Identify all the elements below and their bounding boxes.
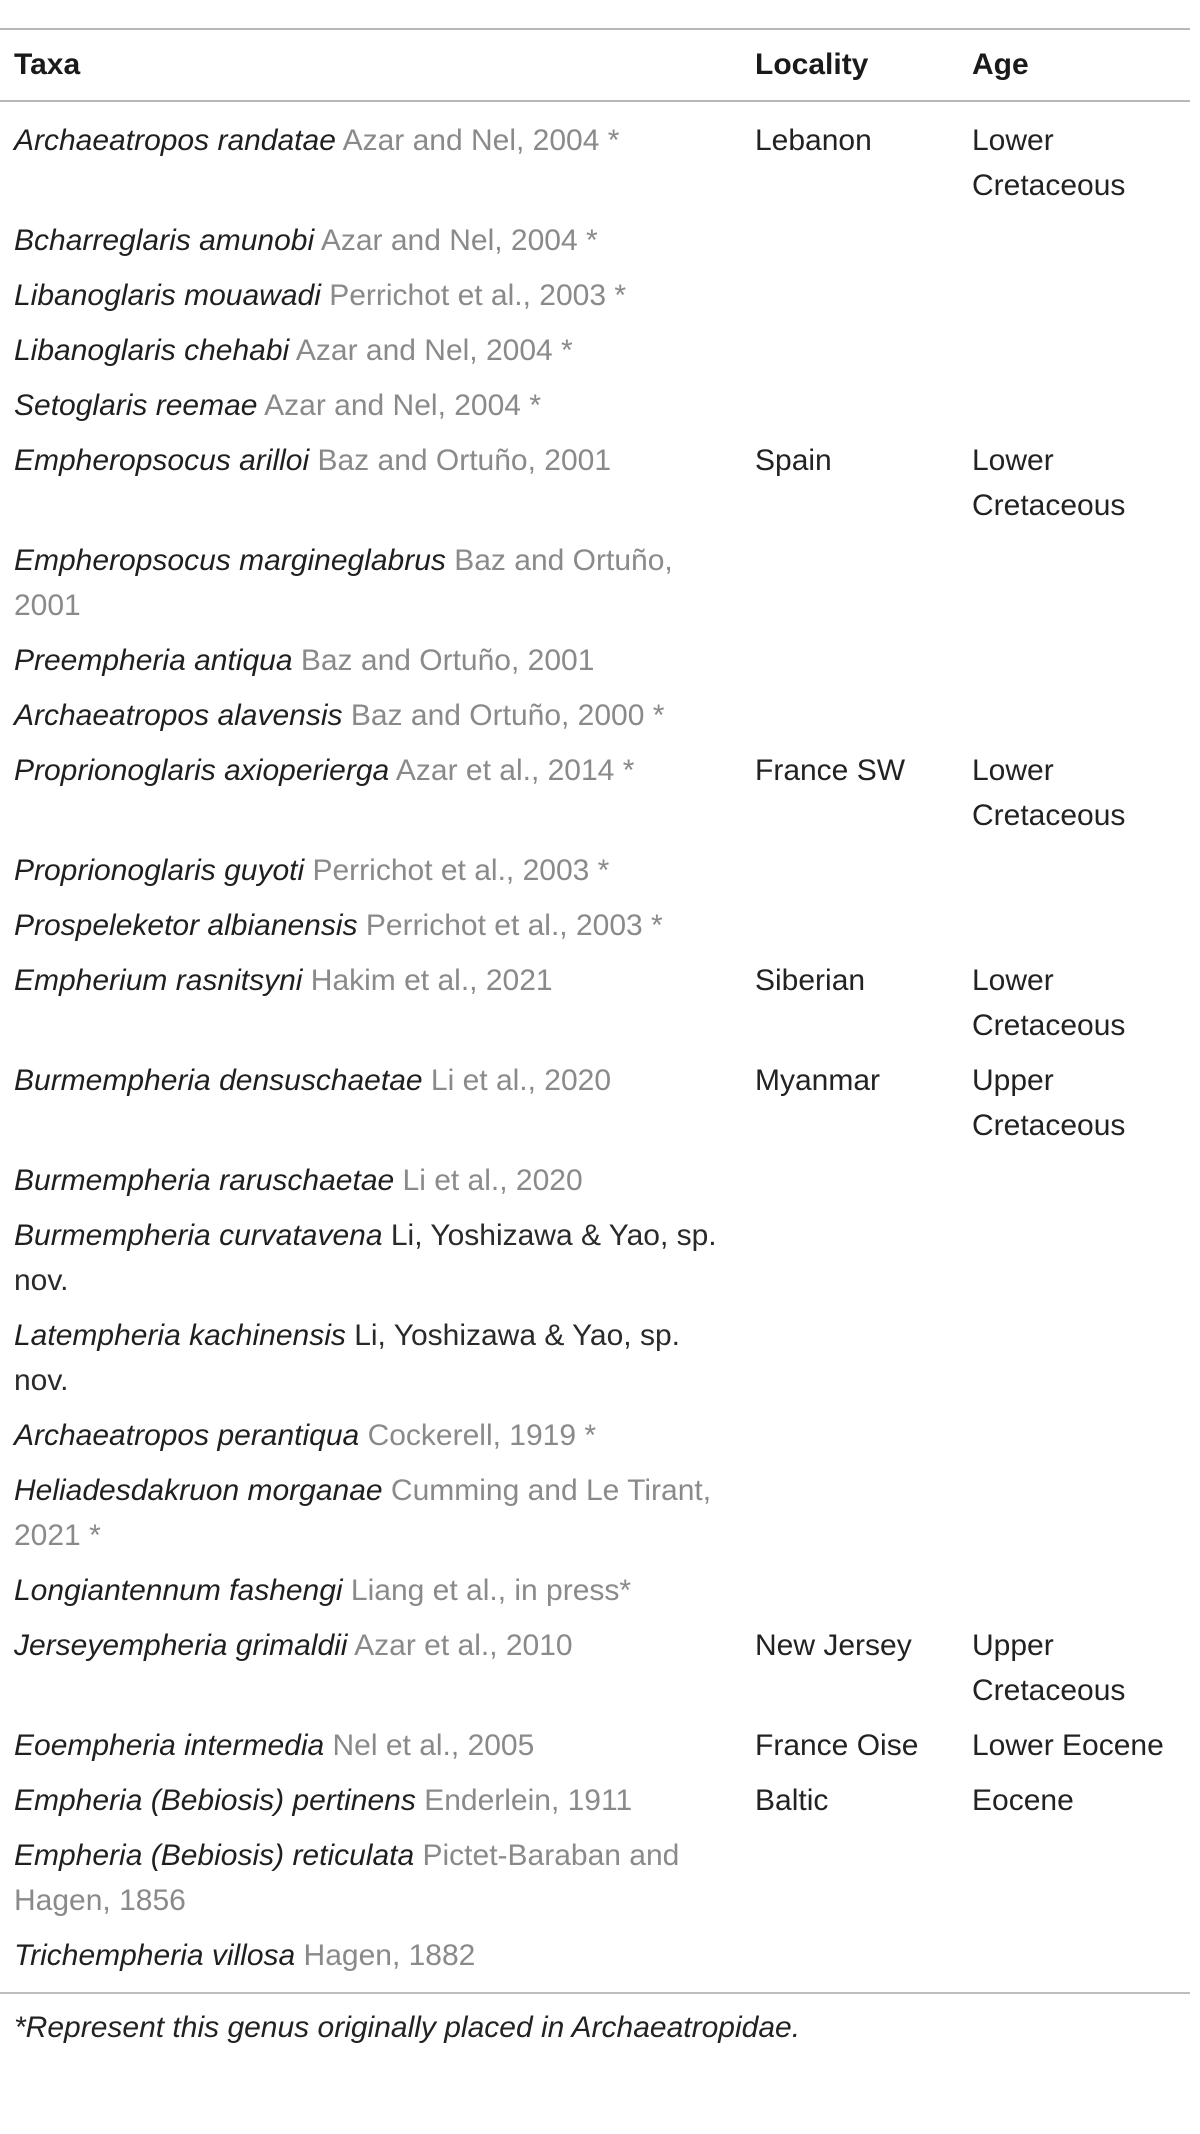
table-row — [0, 1052, 1190, 1152]
locality-cell — [741, 1562, 958, 1617]
age-cell — [958, 532, 1190, 632]
table-row — [0, 1772, 1190, 1827]
species-name: Eoempheria intermedia — [14, 1729, 325, 1762]
taxa-cell — [0, 1772, 741, 1827]
species-name: Proprionoglaris axioperierga — [14, 754, 390, 787]
taxa-cell — [0, 1407, 741, 1462]
table-row — [0, 101, 1190, 212]
species-authority: Baz and Ortuño, 2001 — [14, 544, 673, 622]
species-authority: Hagen, 1882 — [295, 1939, 476, 1972]
header-taxa: Taxa — [14, 48, 81, 81]
species-authority: Hakim et al., 2021 — [302, 964, 553, 997]
age-cell — [958, 842, 1190, 897]
locality-cell — [741, 897, 958, 952]
taxa-cell — [0, 432, 741, 532]
species-authority: Li et al., 2020 — [394, 1164, 583, 1197]
age-cell — [958, 1307, 1190, 1407]
species-name: Setoglaris reemae — [14, 389, 258, 422]
species-authority: Baz and Ortuño, 2000 * — [342, 699, 665, 732]
locality-cell — [741, 1152, 958, 1207]
species-authority: Baz and Ortuño, 2001 — [309, 444, 612, 477]
age-cell: Lower Cretaceous — [972, 964, 1126, 1042]
locality-cell — [741, 267, 958, 322]
species-authority: Pictet-Baraban and Hagen, 1856 — [14, 1839, 680, 1917]
table-row — [0, 632, 1190, 687]
taxa-cell — [0, 1052, 741, 1152]
taxa-cell — [0, 742, 741, 842]
species-name: Burmempheria densuschaetae — [14, 1064, 423, 1097]
taxa-cell — [0, 842, 741, 897]
taxa-cell — [0, 101, 741, 212]
age-cell: Upper Cretaceous — [972, 1064, 1126, 1142]
header-row — [0, 30, 1190, 101]
species-name: Jerseyempheria grimaldii — [14, 1629, 348, 1662]
species-authority: Azar et al., 2014 * — [389, 754, 635, 787]
species-name: Latempheria kachinensis — [14, 1319, 346, 1352]
locality-cell — [741, 687, 958, 742]
locality-cell: Spain — [755, 444, 832, 477]
taxa-cell — [0, 1207, 741, 1307]
age-cell — [958, 1207, 1190, 1307]
locality-cell — [741, 1307, 958, 1407]
taxa-cell — [0, 1562, 741, 1617]
age-cell — [958, 1562, 1190, 1617]
species-authority: Baz and Ortuño, 2001 — [292, 644, 595, 677]
age-cell — [958, 1152, 1190, 1207]
taxa-cell — [0, 1152, 741, 1207]
species-name: Empheria (Bebiosis) pertinens — [14, 1784, 416, 1817]
table-row — [0, 1927, 1190, 1992]
age-cell — [958, 897, 1190, 952]
table-row — [0, 322, 1190, 377]
species-authority: Cockerell, 1919 * — [359, 1419, 597, 1452]
species-name: Longiantennum fashengi — [14, 1574, 343, 1607]
header-locality: Locality — [755, 48, 869, 81]
table-row — [0, 377, 1190, 432]
locality-cell: France SW — [755, 754, 906, 787]
locality-cell: Siberian — [755, 964, 866, 997]
taxa-cell — [0, 687, 741, 742]
species-authority: Cumming and Le Tirant, 2021 * — [14, 1474, 712, 1552]
age-cell — [958, 322, 1190, 377]
species-name: Burmempheria raruschaetae — [14, 1164, 395, 1197]
taxa-cell — [0, 377, 741, 432]
table-row — [0, 1562, 1190, 1617]
species-name: Empheropsocus arilloi — [14, 444, 310, 477]
table-row — [0, 1827, 1190, 1927]
taxa-cell — [0, 532, 741, 632]
species-name: Proprionoglaris guyoti — [14, 854, 305, 887]
species-authority: Perrichot et al., 2003 * — [357, 909, 663, 942]
species-name: Empheropsocus margineglabrus — [14, 544, 446, 577]
taxa-cell — [0, 1717, 741, 1772]
locality-cell: Baltic — [755, 1784, 829, 1817]
species-authority: Perrichot et al., 2003 * — [304, 854, 610, 887]
species-authority: Li, Yoshizawa & Yao, sp. nov. — [14, 1319, 680, 1397]
taxa-cell — [0, 897, 741, 952]
locality-cell — [741, 1927, 958, 1992]
age-cell: Lower Cretaceous — [972, 444, 1126, 522]
locality-cell — [741, 377, 958, 432]
species-name: Archaeatropos perantiqua — [14, 1419, 360, 1452]
taxa-cell — [0, 1927, 741, 1992]
taxa-table — [0, 30, 1190, 1992]
age-cell: Lower Cretaceous — [972, 754, 1126, 832]
taxa-cell — [0, 1617, 741, 1717]
species-authority: Azar and Nel, 2004 * — [289, 334, 573, 367]
species-authority: Perrichot et al., 2003 * — [320, 279, 627, 312]
table-row — [0, 1207, 1190, 1307]
locality-cell — [741, 1407, 958, 1462]
age-cell: Upper Cretaceous — [972, 1629, 1126, 1707]
taxa-table-container — [0, 28, 1190, 2048]
age-cell — [958, 632, 1190, 687]
species-name: Empherium rasnitsyni — [14, 964, 303, 997]
taxa-cell — [0, 952, 741, 1052]
species-name: Bcharreglaris amunobi — [14, 224, 315, 257]
species-authority: Enderlein, 1911 — [415, 1784, 633, 1817]
table-row — [0, 742, 1190, 842]
table-row — [0, 842, 1190, 897]
age-cell — [958, 1927, 1190, 1992]
species-name: Heliadesdakruon morganae — [14, 1474, 383, 1507]
species-authority: Liang et al., in press* — [342, 1574, 632, 1607]
age-cell — [958, 212, 1190, 267]
taxa-cell — [0, 322, 741, 377]
age-cell: Lower Eocene — [972, 1729, 1164, 1762]
table-row — [0, 532, 1190, 632]
taxa-cell — [0, 212, 741, 267]
table-row — [0, 1617, 1190, 1717]
locality-cell: Myanmar — [755, 1064, 881, 1097]
species-name: Prospeleketor albianensis — [14, 909, 358, 942]
taxa-cell — [0, 1827, 741, 1927]
locality-cell: Lebanon — [755, 124, 872, 157]
species-name: Archaeatropos alavensis — [14, 699, 343, 732]
age-cell: Eocene — [972, 1784, 1074, 1817]
species-name: Libanoglaris mouawadi — [14, 279, 321, 312]
taxa-cell — [0, 1307, 741, 1407]
locality-cell — [741, 632, 958, 687]
table-body — [0, 101, 1190, 1992]
table-row — [0, 1407, 1190, 1462]
species-authority: Azar and Nel, 2004 * — [314, 224, 598, 257]
header-age: Age — [972, 48, 1029, 81]
locality-cell — [741, 1462, 958, 1562]
table-row — [0, 897, 1190, 952]
table-row — [0, 1152, 1190, 1207]
table-footnote: *Represent this genus originally placed in Archaeatropidae. — [14, 2010, 801, 2044]
table-row — [0, 432, 1190, 532]
species-name: Libanoglaris chehabi — [14, 334, 290, 367]
table-row — [0, 1717, 1190, 1772]
taxa-cell — [0, 632, 741, 687]
species-name: Empheria (Bebiosis) reticulata — [14, 1839, 415, 1872]
species-authority: Azar and Nel, 2004 * — [335, 124, 620, 157]
taxa-cell — [0, 267, 741, 322]
table-row — [0, 687, 1190, 742]
locality-cell — [741, 322, 958, 377]
species-name: Trichempheria villosa — [14, 1939, 296, 1972]
table-row — [0, 952, 1190, 1052]
age-cell — [958, 267, 1190, 322]
age-cell — [958, 687, 1190, 742]
locality-cell — [741, 212, 958, 267]
species-name: Burmempheria curvatavena — [14, 1219, 383, 1252]
table-row — [0, 1307, 1190, 1407]
locality-cell — [741, 842, 958, 897]
age-cell — [958, 1407, 1190, 1462]
age-cell — [958, 377, 1190, 432]
locality-cell — [741, 1827, 958, 1927]
table-row — [0, 267, 1190, 322]
species-authority: Li, Yoshizawa & Yao, sp. nov. — [14, 1219, 717, 1297]
age-cell — [958, 1462, 1190, 1562]
species-authority: Nel et al., 2005 — [324, 1729, 535, 1762]
species-authority: Li et al., 2020 — [422, 1064, 612, 1097]
age-cell — [958, 1827, 1190, 1927]
locality-cell — [741, 1207, 958, 1307]
species-name: Preempheria antiqua — [14, 644, 293, 677]
species-name: Archaeatropos randatae — [14, 124, 336, 157]
species-authority: Azar et al., 2010 — [347, 1629, 573, 1662]
locality-cell: New Jersey — [755, 1629, 912, 1662]
locality-cell: France Oise — [755, 1729, 919, 1762]
age-cell: Lower Cretaceous — [972, 124, 1126, 202]
taxa-cell — [0, 1462, 741, 1562]
table-row — [0, 212, 1190, 267]
locality-cell — [741, 532, 958, 632]
species-authority: Azar and Nel, 2004 * — [257, 389, 541, 422]
table-row — [0, 1462, 1190, 1562]
